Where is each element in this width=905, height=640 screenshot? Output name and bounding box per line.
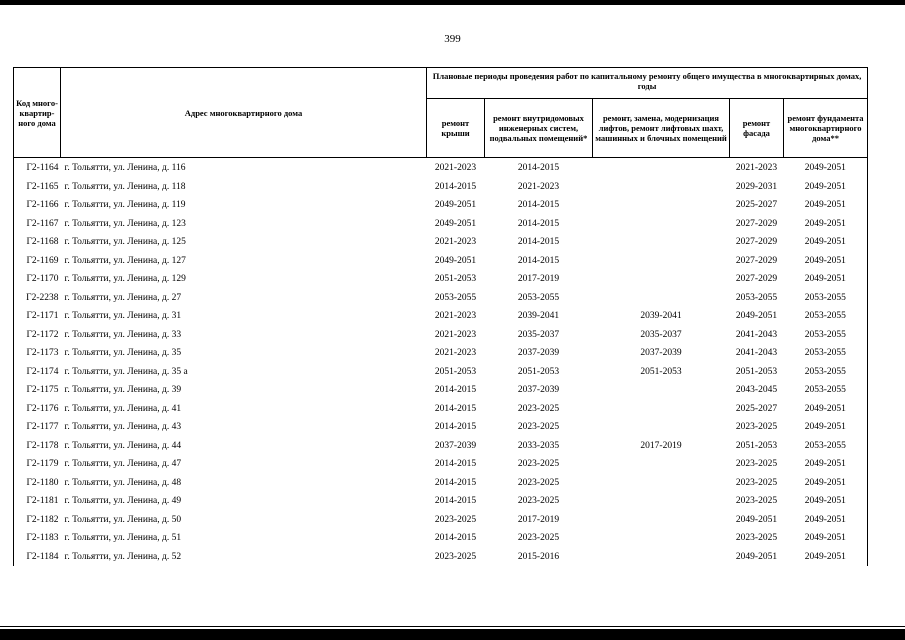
cell-address: г. Тольятти, ул. Ленина, д. 35 (64, 348, 182, 359)
cell-address: г. Тольятти, ул. Ленина, д. 44 (64, 440, 182, 451)
page-number: 399 (444, 33, 461, 45)
cell-foundation: 2049-2051 (784, 529, 868, 548)
cell-facade: 2029-2031 (735, 181, 778, 192)
cell-elevators (593, 270, 730, 289)
cell-foundation: 2053-2055 (784, 381, 868, 400)
cell-address: г. Тольятти, ул. Ленина, д. 33 (64, 329, 182, 340)
cell-foundation: 2049-2051 (784, 548, 868, 567)
table-row (14, 363, 868, 382)
cell-code: Г2-2238 (14, 289, 61, 308)
cell-foundation: 2049-2051 (784, 492, 868, 511)
cell-foundation: 2049-2051 (784, 418, 868, 437)
cell-address: г. Тольятти, ул. Ленина, д. 31 (64, 311, 182, 322)
cell-systems: 2037-2039 (517, 348, 560, 359)
cell-foundation: 2049-2051 (784, 455, 868, 474)
cell-facade: 2053-2055 (735, 292, 778, 303)
cell-facade: 2043-2045 (735, 385, 778, 396)
cell-roof: 2021-2023 (434, 348, 477, 359)
cell-elevators (593, 215, 730, 234)
cell-facade: 2023-2025 (735, 496, 778, 507)
cell-roof: 2014-2015 (434, 496, 477, 507)
cell-elevators: 2017-2019 (640, 440, 682, 451)
cell-address: г. Тольятти, ул. Ленина, д. 47 (64, 459, 182, 470)
table-row (14, 289, 868, 308)
cell-address: г. Тольятти, ул. Ленина, д. 43 (64, 422, 182, 433)
cell-roof: 2014-2015 (434, 533, 477, 544)
cell-facade: 2025-2027 (735, 403, 778, 414)
cell-code: Г2-1177 (14, 418, 61, 437)
cell-address: г. Тольятти, ул. Ленина, д. 123 (64, 218, 186, 229)
cell-systems: 2014-2015 (517, 200, 560, 211)
cell-code: Г2-1184 (14, 548, 61, 567)
cell-roof: 2014-2015 (434, 403, 477, 414)
cell-code: Г2-1173 (14, 344, 61, 363)
cell-foundation: 2049-2051 (784, 270, 868, 289)
capital-repair-table (13, 67, 868, 566)
cell-code: Г2-1176 (14, 400, 61, 419)
table-row (14, 215, 868, 234)
cell-facade: 2027-2029 (735, 237, 778, 248)
cell-facade: 2041-2043 (735, 348, 778, 359)
cell-systems: 2037-2039 (517, 385, 560, 396)
cell-address: г. Тольятти, ул. Ленина, д. 127 (64, 255, 186, 266)
cell-facade: 2049-2051 (735, 311, 778, 322)
cell-address: г. Тольятти, ул. Ленина, д. 51 (64, 533, 182, 544)
cell-roof: 2014-2015 (434, 385, 477, 396)
cell-elevators (593, 158, 730, 178)
cell-elevators (593, 418, 730, 437)
cell-foundation: 2049-2051 (784, 233, 868, 252)
cell-roof: 2021-2023 (434, 237, 477, 248)
cell-code: Г2-1181 (14, 492, 61, 511)
cell-elevators: 2051-2053 (640, 366, 682, 377)
cell-code: Г2-1170 (14, 270, 61, 289)
cell-foundation: 2049-2051 (784, 474, 868, 493)
cell-foundation: 2053-2055 (784, 307, 868, 326)
cell-elevators: 2039-2041 (640, 311, 682, 322)
cell-facade: 2051-2053 (735, 366, 778, 377)
cell-code: Г2-1180 (14, 474, 61, 493)
cell-address: г. Тольятти, ул. Ленина, д. 125 (64, 237, 186, 248)
cell-address: г. Тольятти, ул. Ленина, д. 41 (64, 403, 182, 414)
table-row (14, 492, 868, 511)
cell-address: г. Тольятти, ул. Ленина, д. 27 (64, 292, 182, 303)
cell-roof: 2014-2015 (434, 477, 477, 488)
cell-address: г. Тольятти, ул. Ленина, д. 118 (64, 181, 186, 192)
cell-facade: 2049-2051 (735, 514, 778, 525)
cell-address: г. Тольятти, ул. Ленина, д. 52 (64, 551, 182, 562)
table-row (14, 511, 868, 530)
cell-code: Г2-1164 (14, 158, 61, 178)
cell-elevators: 2037-2039 (640, 348, 682, 359)
cell-roof: 2051-2053 (434, 366, 477, 377)
table-row (14, 270, 868, 289)
cell-roof: 2049-2051 (434, 200, 477, 211)
header-address: Адрес многоквартирного дома (61, 68, 427, 158)
cell-elevators (593, 196, 730, 215)
cell-code: Г2-1169 (14, 252, 61, 271)
header-foundation: ремонт фундамента многоквартирного дома** (784, 99, 868, 158)
cell-systems: 2021-2023 (517, 181, 560, 192)
table-row (14, 344, 868, 363)
table-row (14, 196, 868, 215)
cell-facade: 2027-2029 (735, 255, 778, 266)
cell-roof: 2014-2015 (434, 459, 477, 470)
cell-systems: 2023-2025 (517, 477, 560, 488)
cell-code: Г2-1183 (14, 529, 61, 548)
cell-roof: 2014-2015 (434, 181, 477, 192)
cell-elevators (593, 511, 730, 530)
cell-foundation: 2049-2051 (784, 400, 868, 419)
cell-code: Г2-1172 (14, 326, 61, 345)
cell-foundation: 2049-2051 (784, 511, 868, 530)
cell-facade: 2041-2043 (735, 329, 778, 340)
cell-elevators (593, 474, 730, 493)
cell-address: г. Тольятти, ул. Ленина, д. 49 (64, 496, 182, 507)
cell-systems: 2023-2025 (517, 403, 560, 414)
cell-systems: 2014-2015 (517, 237, 560, 248)
table-row (14, 548, 868, 567)
cell-facade: 2021-2023 (735, 163, 778, 174)
cell-roof: 2014-2015 (434, 422, 477, 433)
header-facade: ремонт фасада (730, 99, 784, 158)
cell-code: Г2-1178 (14, 437, 61, 456)
table-row (14, 307, 868, 326)
cell-elevators (593, 381, 730, 400)
table-row (14, 381, 868, 400)
cell-roof: 2023-2025 (434, 514, 477, 525)
cell-roof: 2021-2023 (434, 163, 477, 174)
table-row (14, 252, 868, 271)
cell-address: г. Тольятти, ул. Ленина, д. 35 а (64, 366, 188, 377)
cell-systems: 2033-2035 (517, 440, 560, 451)
header-code: Код много-квартир-ного дома (14, 68, 61, 158)
cell-foundation: 2053-2055 (784, 289, 868, 308)
cell-elevators (593, 400, 730, 419)
header-roof: ремонт крыши (427, 99, 485, 158)
cell-foundation: 2053-2055 (784, 344, 868, 363)
bottom-border (0, 629, 905, 640)
cell-foundation: 2049-2051 (784, 158, 868, 178)
cell-address: г. Тольятти, ул. Ленина, д. 50 (64, 514, 182, 525)
cell-roof: 2049-2051 (434, 255, 477, 266)
header-systems: ремонт внутридомовых инженерных систем, подвальных помещений* (485, 99, 593, 158)
cell-facade: 2051-2053 (735, 440, 778, 451)
cell-facade: 2023-2025 (735, 422, 778, 433)
cell-code: Г2-1175 (14, 381, 61, 400)
cell-systems: 2014-2015 (517, 255, 560, 266)
cell-facade: 2049-2051 (735, 551, 778, 562)
cell-facade: 2025-2027 (735, 200, 778, 211)
cell-code: Г2-1165 (14, 178, 61, 197)
cell-roof: 2049-2051 (434, 218, 477, 229)
cell-foundation: 2049-2051 (784, 178, 868, 197)
table-row (14, 178, 868, 197)
cell-systems: 2023-2025 (517, 459, 560, 470)
cell-systems: 2023-2025 (517, 533, 560, 544)
cell-facade: 2023-2025 (735, 533, 778, 544)
cell-elevators: 2035-2037 (640, 329, 682, 340)
table-row (14, 474, 868, 493)
cell-roof: 2037-2039 (434, 440, 477, 451)
cell-systems: 2023-2025 (517, 422, 560, 433)
cell-roof: 2021-2023 (434, 311, 477, 322)
table-row (14, 529, 868, 548)
cell-code: Г2-1167 (14, 215, 61, 234)
cell-systems: 2051-2053 (517, 366, 560, 377)
cell-systems: 2017-2019 (517, 274, 560, 285)
cell-address: г. Тольятти, ул. Ленина, д. 48 (64, 477, 182, 488)
cell-roof: 2023-2025 (434, 551, 477, 562)
cell-facade: 2023-2025 (735, 459, 778, 470)
cell-address: г. Тольятти, ул. Ленина, д. 39 (64, 385, 182, 396)
cell-systems: 2053-2055 (517, 292, 560, 303)
cell-roof: 2051-2053 (434, 274, 477, 285)
cell-foundation: 2049-2051 (784, 215, 868, 234)
cell-elevators (593, 548, 730, 567)
cell-code: Г2-1171 (14, 307, 61, 326)
bottom-border-thin (0, 626, 905, 627)
header-elevators: ремонт, замена, модернизация лифтов, ремонт лифтовых шахт, машинных и блочных помещений (593, 99, 730, 158)
cell-foundation: 2053-2055 (784, 437, 868, 456)
cell-elevators (593, 252, 730, 271)
cell-systems: 2023-2025 (517, 496, 560, 507)
cell-facade: 2027-2029 (735, 274, 778, 285)
table-row (14, 400, 868, 419)
cell-foundation: 2053-2055 (784, 363, 868, 382)
cell-address: г. Тольятти, ул. Ленина, д. 116 (64, 163, 186, 174)
cell-foundation: 2049-2051 (784, 196, 868, 215)
cell-code: Г2-1168 (14, 233, 61, 252)
cell-elevators (593, 178, 730, 197)
table-body (14, 158, 868, 567)
cell-foundation: 2053-2055 (784, 326, 868, 345)
cell-elevators (593, 455, 730, 474)
table-row (14, 158, 868, 178)
table-row (14, 455, 868, 474)
top-border (0, 0, 905, 5)
cell-roof: 2053-2055 (434, 292, 477, 303)
cell-code: Г2-1179 (14, 455, 61, 474)
header-group: Плановые периоды проведения работ по капитальному ремонту общего имущества в многоквартирных домах, годы (427, 68, 868, 99)
cell-facade: 2023-2025 (735, 477, 778, 488)
table-row (14, 418, 868, 437)
cell-systems: 2039-2041 (517, 311, 560, 322)
cell-facade: 2027-2029 (735, 218, 778, 229)
table-row (14, 437, 868, 456)
cell-address: г. Тольятти, ул. Ленина, д. 119 (64, 200, 186, 211)
cell-elevators (593, 492, 730, 511)
cell-elevators (593, 289, 730, 308)
cell-elevators (593, 529, 730, 548)
cell-address: г. Тольятти, ул. Ленина, д. 129 (64, 274, 186, 285)
cell-code: Г2-1166 (14, 196, 61, 215)
cell-systems: 2035-2037 (517, 329, 560, 340)
cell-foundation: 2049-2051 (784, 252, 868, 271)
cell-systems: 2017-2019 (517, 514, 560, 525)
cell-elevators (593, 233, 730, 252)
cell-roof: 2021-2023 (434, 329, 477, 340)
table-row (14, 326, 868, 345)
cell-code: Г2-1174 (14, 363, 61, 382)
cell-systems: 2014-2015 (517, 163, 560, 174)
cell-systems: 2014-2015 (517, 218, 560, 229)
table-row (14, 233, 868, 252)
cell-code: Г2-1182 (14, 511, 61, 530)
cell-systems: 2015-2016 (517, 551, 560, 562)
